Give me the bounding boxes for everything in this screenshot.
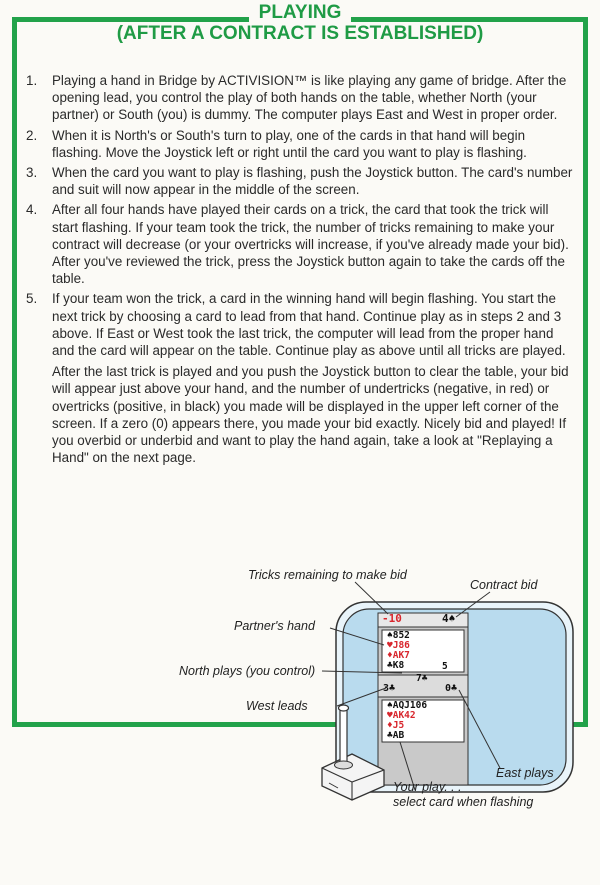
north-hearts: ♥J86 [387,640,410,651]
step-number: 5. [26,291,38,307]
step-text: After all four hands have played their cards on a trick, the card that took the trick will start flashing. If your team took the trick, the number of tricks remaining to make your contract will decrease (or your overtricks will increase, if you've already made your bid). After you've reviewed the trick, press the Joystick button again to take the cards off the table. [52,202,569,287]
south-hand-list [387,701,427,741]
north-spades: ♠852 [387,630,410,641]
label-partners-hand: Partner's hand [234,619,315,633]
tricks-remaining-value: -10 [382,612,402,625]
after-paragraph: After the last trick is played and you push the Joystick button to clear the table, your bid will appear just above your hand, and the number of undertricks (negative, in red) or overtricks (positive, in black) you made will be displayed in the upper left corner of the screen. If a zero (0) appears there, you made your bid exactly. Nicely bid and played! If you overbid or underbid and want to play the hand again, take a look at "Replaying a Hand" on the next page. [52,364,569,466]
north-diamonds: ♦AK7 [387,650,410,661]
north-played-card: 7♣ [416,673,428,684]
north-extra: 5 [442,661,448,672]
label-tricks-remaining: Tricks remaining to make bid [248,568,407,582]
step-number: 3. [26,165,38,181]
step-text: When it is North's or South's turn to play, one of the cards in that hand will begin flashing. Move the Joystick left or right until the card you want to play is flashing. [52,127,527,160]
west-card: 3♣ [383,683,396,694]
label-contract-bid: Contract bid [470,578,538,592]
label-west-leads: West leads [246,699,308,713]
title-line-1: PLAYING [249,2,352,23]
south-hearts: ♥AK42 [387,710,416,721]
step-text: If your team won the trick, a card in the winning hand will begin flashing. You start the next trick by choosing a card to lead from that hand. Continue play as in steps 2 and 3 above. If East or West took the last trick, the computer will lead from the proper hand and the card will appear on the table. Continue play as above until all tricks are played. [52,291,566,359]
north-clubs: ♣K8 [387,660,405,671]
south-diamonds: ♦J5 [387,720,405,731]
title-line-2: (AFTER A CONTRACT IS ESTABLISHED) [116,23,484,44]
label-select-card: select card when flashing [393,795,534,809]
label-your-play: Your play. . . [393,780,462,794]
label-north-plays: North plays (you control) [179,664,316,678]
step-text: When the card you want to play is flashing, push the Joystick button. The card's number and suit will now appear in the middle of the screen. [52,165,573,198]
contract-bid-value: 4♠ [442,612,456,625]
step-text: Playing a hand in Bridge by ACTIVISION™ is like playing any game of bridge. After the opening lead, you control the play of both hands on the table, whether North (your partner) or South (you) is dummy. The computer plays East and West in proper order. [52,73,567,123]
north-hand-list [387,631,410,671]
label-east-plays: East plays [496,766,554,780]
step-number: 1. [26,73,38,88]
step-number: 2. [26,127,38,143]
step-number: 4. [26,202,38,218]
east-card: 0♣ [445,683,458,694]
south-spades: ♠AQJ106 [387,700,428,711]
south-clubs: ♣AB [387,730,405,741]
